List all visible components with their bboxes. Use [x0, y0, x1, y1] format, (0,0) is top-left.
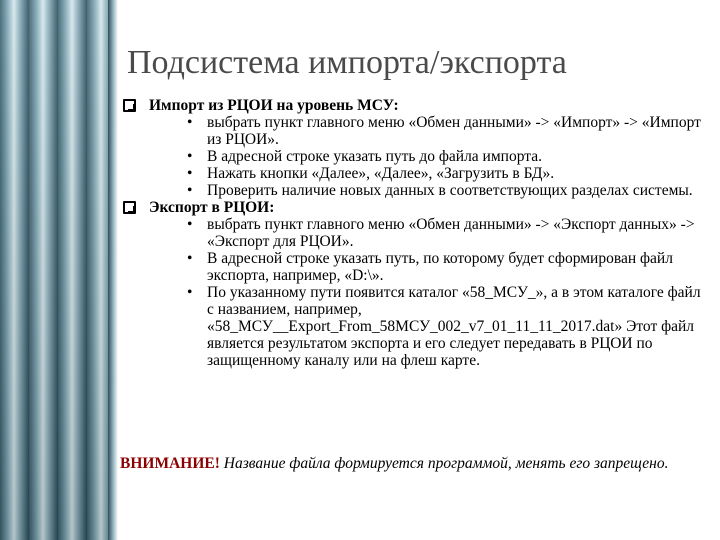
- list-item: [179, 148, 703, 165]
- section-title: Экспорт в РЦОИ:: [149, 199, 275, 216]
- list-item: [179, 165, 703, 182]
- list-item: [179, 216, 703, 250]
- list-item-text: Нажать кнопки «Далее», «Далее», «Загрузить в БД».: [207, 165, 555, 182]
- section-title: Импорт из РЦОИ на уровень МСУ:: [149, 97, 399, 114]
- list-item: [179, 250, 703, 284]
- warning-label: ВНИМАНИЕ!: [120, 455, 220, 472]
- bullet-icon: •: [187, 284, 193, 301]
- decorative-band-edge: [108, 0, 118, 540]
- slide-title: Подсистема импорта/экспорта: [127, 44, 567, 81]
- list-item-text: Проверить наличие новых данных в соответствующих разделах системы.: [207, 182, 693, 199]
- bullet-icon: •: [187, 165, 193, 182]
- bullet-icon: •: [187, 216, 193, 233]
- bullet-icon: •: [187, 250, 193, 267]
- bullet-icon: •: [187, 148, 193, 165]
- section-export: [123, 199, 703, 369]
- list-item-text: выбрать пункт главного меню «Обмен данными» -> «Импорт» -> «Импорт из РЦОИ».: [207, 114, 701, 148]
- slide-content: [123, 97, 703, 369]
- bullet-icon: •: [187, 182, 193, 199]
- checkbox-bullet-icon: [123, 201, 136, 214]
- warning-note: [120, 455, 700, 472]
- bullet-icon: •: [187, 114, 193, 131]
- list-item-text: выбрать пункт главного меню «Обмен данными» -> «Экспорт данных» -> «Экспорт для РЦОИ».: [207, 216, 695, 250]
- list-item-text: В адресной строке указать путь до файла импорта.: [207, 148, 542, 165]
- list-item: [179, 182, 703, 199]
- import-steps-list: [149, 114, 703, 199]
- list-item-text: В адресной строке указать путь, по которому будет сформирован файл экспорта, например, «D:\».: [207, 250, 673, 284]
- warning-text: Название файла формируется программой, менять его запрещено.: [219, 455, 669, 472]
- list-item: [179, 284, 703, 369]
- list-item-text: По указанному пути появится каталог «58_МСУ_», а в этом каталоге файл с названием, например, «58_МСУ__Export_From_58МСУ_002_v7_01_11_11_2017.dat» Этот файл является результатом экспорта и его следует передавать в РЦОИ по защищенному каналу или на флеш карте.: [207, 284, 701, 369]
- section-import: [123, 97, 703, 199]
- decorative-left-band: [0, 0, 115, 540]
- export-steps-list: [149, 216, 703, 369]
- checkbox-bullet-icon: [123, 99, 136, 112]
- list-item: [179, 114, 703, 148]
